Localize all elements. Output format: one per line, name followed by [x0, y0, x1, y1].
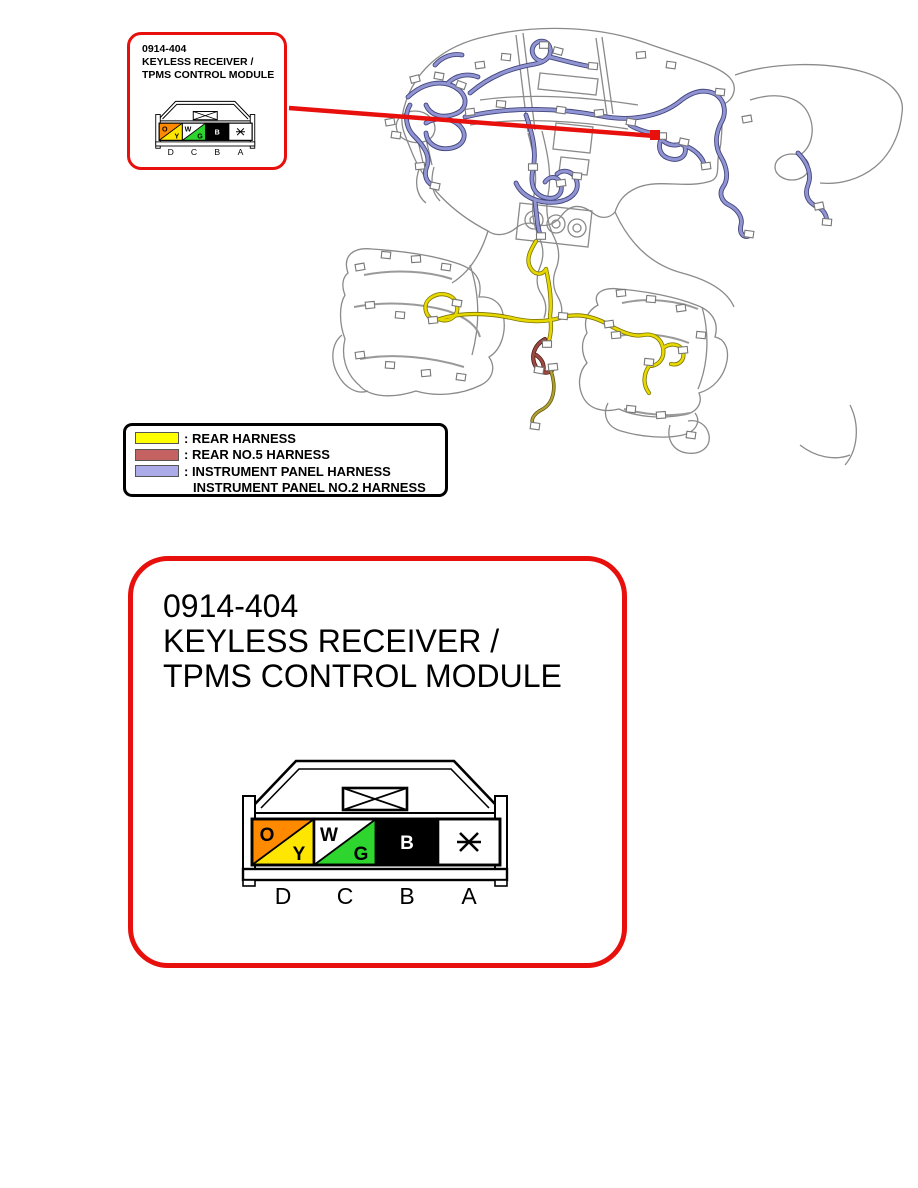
legend-label: : INSTRUMENT PANEL HARNESS — [184, 463, 391, 479]
svg-text:B: B — [399, 883, 415, 909]
callout-title — [142, 43, 274, 82]
detail-title-line1: KEYLESS RECEIVER / — [163, 623, 500, 659]
callout-title-line1: KEYLESS RECEIVER / — [142, 56, 254, 68]
svg-text:A: A — [237, 147, 244, 157]
legend-item — [135, 430, 445, 447]
svg-text:Y: Y — [174, 132, 180, 141]
svg-text:A: A — [461, 883, 477, 909]
svg-text:C: C — [336, 883, 354, 909]
legend-item — [135, 447, 445, 464]
detail-panel-title — [163, 589, 562, 694]
callout-id: 0914-404 — [142, 43, 187, 55]
legend-label: : REAR HARNESS — [184, 430, 296, 446]
callout-title-line2: TPMS CONTROL MODULE — [142, 69, 275, 81]
detail-id: 0914-404 — [163, 588, 299, 624]
svg-text:D: D — [274, 883, 292, 909]
harness-legend — [123, 423, 448, 497]
connector-pinout-mini — [155, 98, 256, 159]
svg-text:B: B — [214, 128, 220, 137]
connector-markers — [355, 42, 832, 439]
dashboard-and-interior-outline — [333, 28, 903, 465]
svg-text:O: O — [161, 125, 168, 134]
svg-text:C: C — [190, 147, 198, 157]
legend-swatch — [135, 465, 179, 477]
detail-title-line2: TPMS CONTROL MODULE — [163, 658, 562, 694]
legend-swatch — [135, 432, 179, 444]
rear-harness-lower-path — [532, 371, 554, 427]
svg-text:B: B — [214, 147, 221, 157]
svg-text:G: G — [353, 844, 369, 865]
connector-detail-panel — [128, 556, 627, 968]
svg-text:D: D — [167, 147, 174, 157]
svg-text:W: W — [184, 125, 192, 134]
legend-label: INSTRUMENT PANEL NO.2 HARNESS — [193, 480, 426, 496]
callout-box — [127, 32, 287, 170]
legend-label: : REAR NO.5 HARNESS — [184, 447, 330, 463]
legend-item — [135, 463, 445, 480]
svg-text:Y: Y — [292, 844, 306, 865]
legend-item — [135, 480, 445, 497]
svg-text:B: B — [400, 833, 414, 854]
connector-pinout-large — [241, 752, 509, 914]
svg-text:G: G — [197, 132, 203, 141]
svg-text:O: O — [259, 825, 275, 846]
svg-text:W: W — [320, 825, 338, 846]
legend-swatch — [135, 449, 179, 461]
